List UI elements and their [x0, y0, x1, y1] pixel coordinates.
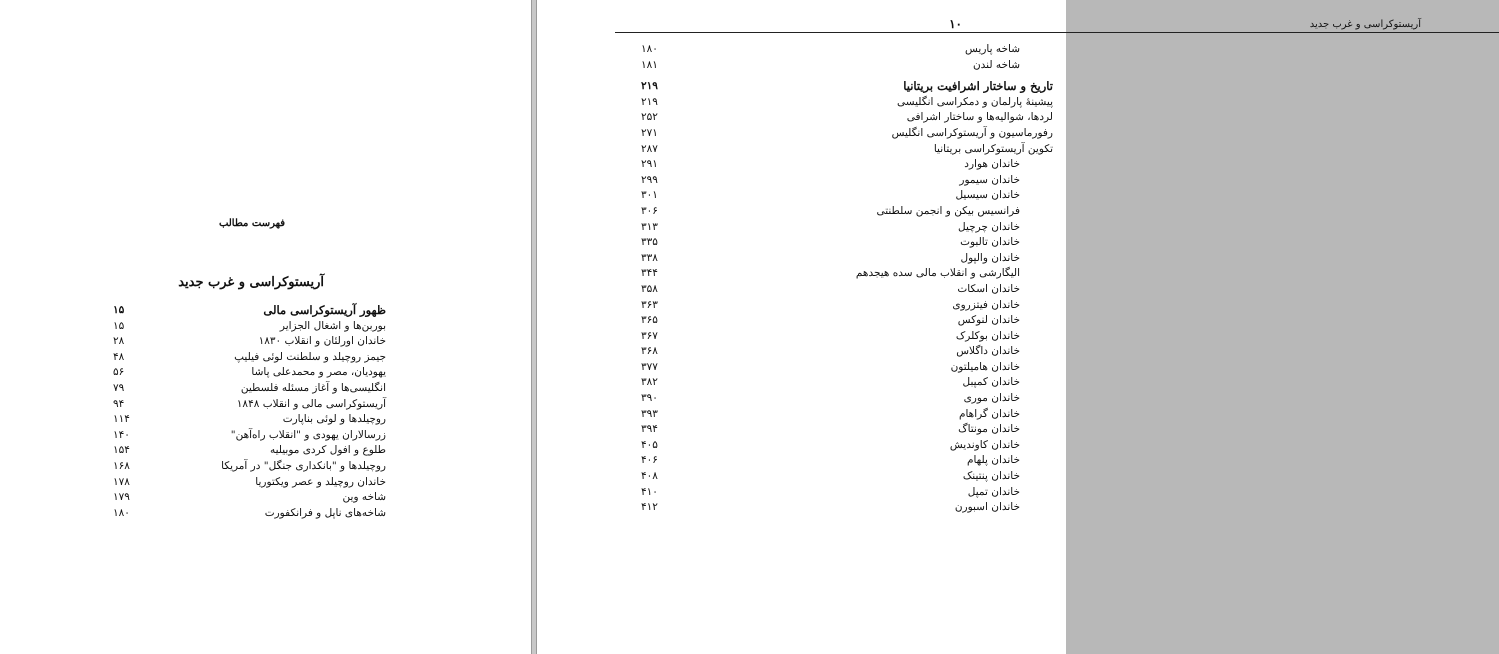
toc-entry-title: خاندان اسکات: [957, 282, 1020, 295]
toc-entry-title: یهودیان، مصر و محمدعلی پاشا: [251, 366, 386, 379]
toc-entry: [641, 453, 1053, 469]
toc-entry-title: شاخه لندن: [972, 58, 1020, 71]
toc-entry-page: ۱۷۹: [113, 491, 130, 504]
toc-entry-title: الیگارشی و انقلاب مالی سده هیجدهم: [855, 267, 1020, 280]
toc-entry-title: بوربن‌ها و اشغال الجزایر: [279, 319, 386, 332]
toc-entry: [641, 266, 1053, 282]
toc-entry-title: خاندان هوارد: [964, 158, 1020, 171]
toc-entry: [641, 485, 1053, 501]
toc-entry: [113, 350, 386, 366]
toc-entry-title: خاندان موری: [963, 392, 1020, 405]
toc-entry: [113, 475, 386, 491]
toc-entry-title: خاندان پنتینک: [962, 470, 1020, 483]
toc-entry: [641, 313, 1053, 329]
toc-entry-page: ۵۶: [113, 366, 125, 379]
toc-entry-page: ۴۱۲: [641, 501, 658, 514]
toc-entry-title: خاندان گراهام: [958, 407, 1020, 420]
toc-entry-title: خاندان مونتاگ: [958, 423, 1020, 436]
toc-entry-title: تاریخ و ساختار اشرافیت بریتانیا: [903, 79, 1053, 94]
toc-entry-page: ۲۵۲: [641, 111, 658, 124]
toc-entry-page: ۱۸۰: [113, 506, 130, 519]
toc-entry-title: خاندان کاوندیش: [949, 438, 1020, 451]
toc-entry-page: ۲۱۹: [641, 95, 658, 108]
toc-entry-title: لردها، شوالیه‌ها و ساختار اشرافی: [906, 111, 1053, 124]
toc-entry: [113, 303, 386, 319]
toc-entry-title: روچیلدها و لوئی بناپارت: [282, 413, 386, 426]
toc-entry: [113, 490, 386, 506]
toc-entry-page: ۱۵۴: [113, 444, 130, 457]
toc-entry-title: انگلیسی‌ها و آغاز مسئله فلسطین: [240, 381, 386, 394]
toc-entry-page: ۳۷۷: [641, 360, 658, 373]
toc-entry-page: ۳۱۳: [641, 220, 658, 233]
toc-entry-page: ۳۶۵: [641, 314, 658, 327]
toc-entry: [641, 251, 1053, 267]
toc-entry: [641, 360, 1053, 376]
toc-entry: [641, 469, 1053, 485]
toc-entry-page: ۳۶۸: [641, 345, 658, 358]
toc-entry-page: ۱۵: [113, 319, 125, 332]
toc-title: فهرست مطالب: [218, 218, 285, 229]
toc-entry-title: پیشینهٔ پارلمان و دمکراسی انگلیسی: [897, 95, 1053, 108]
toc-entry: [641, 220, 1053, 236]
toc-entry-page: ۳۳۵: [641, 236, 658, 249]
toc-entry-page: ۲۱۹: [641, 80, 658, 93]
toc-entry: [641, 298, 1053, 314]
toc-entry-page: ۳۸۲: [641, 376, 658, 389]
toc-entry-page: ۳۴۴: [641, 267, 658, 280]
toc-entry-title: روچیلدها و "بانکداری جنگل" در آمریکا: [221, 459, 386, 472]
toc-entry: [113, 459, 386, 475]
toc-entry-title: خاندان داگلاس: [956, 345, 1020, 358]
toc-entry: [113, 412, 386, 428]
toc-entry-page: ۳۶۷: [641, 329, 658, 342]
part-title: آریستوکراسی و غرب جدید: [178, 275, 324, 290]
toc-entry: [641, 95, 1053, 111]
left-page: [0, 0, 531, 654]
toc-entry: [641, 173, 1053, 189]
toc-entry-title: ظهور آریستوکراسی مالی: [263, 303, 386, 317]
page-number: ۱۰: [949, 17, 962, 31]
right-page: [537, 0, 1421, 654]
toc-entry-title: خاندان تالبوت: [960, 236, 1020, 249]
toc-entry-title: طلوع و افول کردی موبیلیه: [269, 444, 386, 457]
toc-entry-page: ۱۸۰: [641, 43, 658, 55]
toc-entry-title: خاندان روچیلد و عصر ویکتوریا: [255, 475, 386, 488]
toc-entry-page: ۳۹۰: [641, 392, 658, 405]
toc-entry-page: ۴۰۵: [641, 438, 658, 451]
toc-entry-title: جیمز روچیلد و سلطنت لوئی فیلیپ: [234, 350, 386, 363]
toc-entry-title: خاندان پلهام: [966, 454, 1020, 467]
toc-entry: [113, 443, 386, 459]
toc-entry-page: ۳۹۳: [641, 407, 658, 420]
toc-entry-page: ۲۹۹: [641, 173, 658, 186]
toc-entry: [641, 500, 1053, 516]
toc-entry: [641, 204, 1053, 220]
toc-entry: [641, 110, 1053, 126]
toc-entry-page: ۱۵: [113, 304, 125, 316]
toc-entry: [113, 428, 386, 444]
toc-entry-title: شاخه وین: [342, 491, 386, 504]
toc-entry: [641, 188, 1053, 204]
left-toc-list: [113, 303, 386, 521]
running-head-title: آریستوکراسی و غرب جدید: [1309, 19, 1421, 30]
toc-entry: [641, 58, 1053, 74]
toc-entry-page: ۳۰۱: [641, 189, 658, 202]
toc-entry: [113, 397, 386, 413]
toc-entry: [641, 375, 1053, 391]
toc-entry-title: تکوین آریستوکراسی بریتانیا: [933, 142, 1053, 155]
toc-entry-page: ۱۴۰: [113, 428, 130, 441]
toc-entry: [641, 142, 1053, 158]
toc-entry-page: ۳۰۶: [641, 204, 658, 217]
toc-entry-page: ۴۸: [113, 350, 125, 363]
toc-entry-page: ۳۳۸: [641, 251, 658, 264]
toc-entry-title: خاندان تمپل: [967, 485, 1020, 498]
toc-entry: [113, 381, 386, 397]
toc-entry-title: خاندان فیتزروی: [952, 298, 1020, 311]
toc-entry-page: ۲۷۱: [641, 126, 658, 139]
toc-entry-title: فرانسیس بیکن و انجمن سلطنتی: [876, 204, 1020, 217]
toc-entry-title: خاندان هامیلتون: [950, 360, 1020, 373]
toc-entry: [641, 438, 1053, 454]
toc-entry-title: خاندان سیسیل: [955, 189, 1020, 202]
toc-entry: [113, 506, 386, 522]
toc-entry: [641, 344, 1053, 360]
toc-entry-page: ۲۸: [113, 335, 125, 348]
toc-entry-page: ۴۰۶: [641, 454, 658, 467]
toc-entry-page: ۹۴: [113, 397, 125, 410]
toc-entry: [641, 42, 1053, 58]
toc-entry-page: ۱۸۱: [641, 58, 658, 71]
toc-entry-title: خاندان اسبورن: [954, 501, 1020, 514]
toc-entry: [641, 422, 1053, 438]
toc-entry: [641, 126, 1053, 142]
toc-entry-title: خاندان لنوکس: [957, 314, 1020, 327]
toc-entry: [113, 334, 386, 350]
toc-entry: [641, 235, 1053, 251]
toc-entry-title: خاندان چرچیل: [958, 220, 1020, 233]
toc-entry-page: ۱۷۸: [113, 475, 130, 488]
toc-entry: [113, 365, 386, 381]
toc-entry-page: ۱۱۴: [113, 413, 130, 426]
toc-entry-page: ۲۹۱: [641, 158, 658, 171]
toc-entry-title: شاخه‌های ناپل و فرانکفورت: [264, 506, 386, 519]
toc-entry-title: خاندان سیمور: [959, 173, 1020, 186]
toc-entry-page: ۳۶۳: [641, 298, 658, 311]
toc-entry-title: آریستوکراسی مالی و انقلاب ۱۸۴۸: [236, 397, 386, 410]
toc-entry-page: ۱۶۸: [113, 459, 130, 472]
toc-entry: [113, 319, 386, 335]
toc-entry-title: خاندان کمپبل: [962, 376, 1020, 389]
toc-entry-title: شاخه پاریس: [965, 43, 1020, 55]
toc-entry-title: خاندان بوکلرک: [955, 329, 1020, 342]
toc-entry: [641, 79, 1053, 95]
toc-entry: [641, 282, 1053, 298]
toc-entry-page: ۳۹۴: [641, 423, 658, 436]
right-toc-list: [641, 42, 1053, 516]
toc-entry-title: رفورماسیون و آریستوکراسی انگلیس: [891, 126, 1053, 139]
toc-entry-title: زرسالاران یهودی و "انقلاب راه‌آهن": [230, 428, 386, 441]
toc-entry-page: ۲۸۷: [641, 142, 658, 155]
toc-entry-page: ۴۱۰: [641, 485, 658, 498]
toc-entry-title: خاندان والپول: [960, 251, 1020, 264]
toc-entry-title: خاندان اورلئان و انقلاب ۱۸۳۰: [258, 335, 386, 348]
toc-entry-page: ۴۰۸: [641, 470, 658, 483]
toc-entry: [641, 407, 1053, 423]
toc-entry: [641, 157, 1053, 173]
toc-entry: [641, 329, 1053, 345]
toc-entry: [641, 391, 1053, 407]
toc-entry-page: ۷۹: [113, 381, 125, 394]
toc-entry-page: ۳۵۸: [641, 282, 658, 295]
